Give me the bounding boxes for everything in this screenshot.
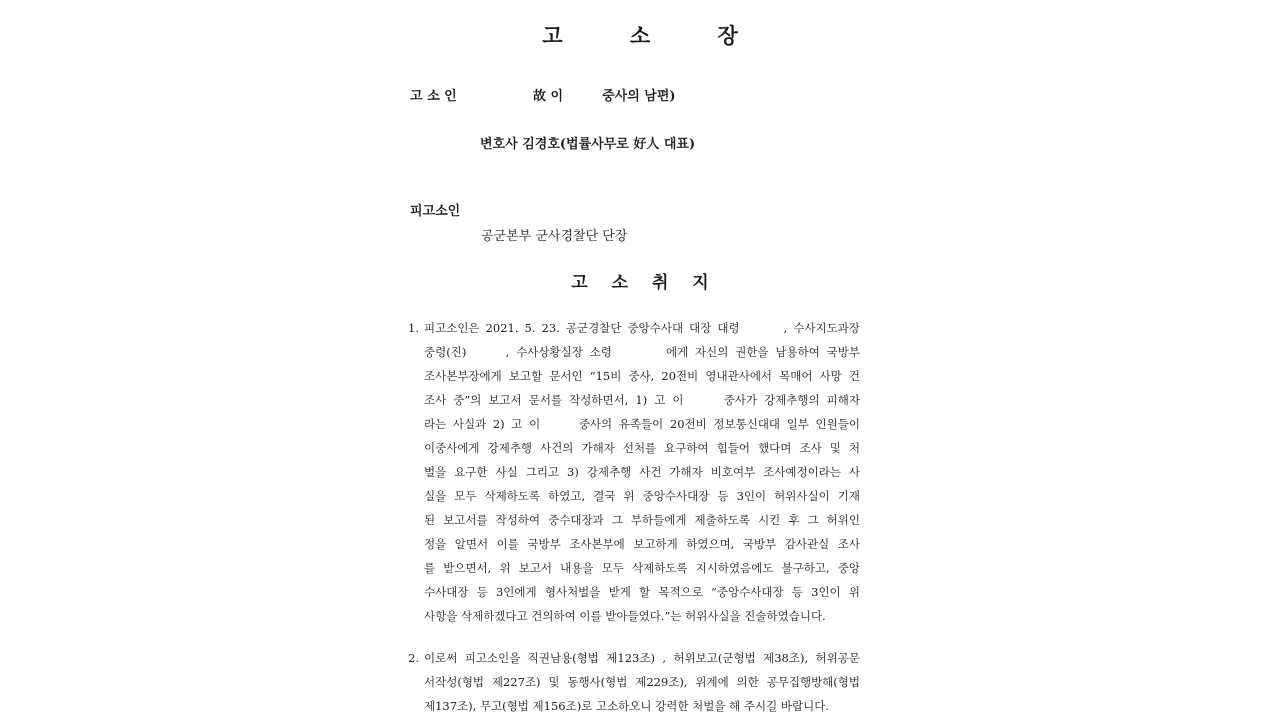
complainant-relation: 故 이 중사의 남편) <box>533 89 676 104</box>
paragraph-line: 실을 모두 삭제하도록 하였고, 결국 위 중앙수사대장 등 3인이 허위사실이 기재 <box>424 489 860 503</box>
complainant-attorney: 변호사 김경호(법률사무로 好人 대표) <box>480 137 696 152</box>
paragraph-number: 2. <box>408 651 419 665</box>
paragraph-2 <box>408 646 860 718</box>
paragraph-line: 된 보고서를 작성하여 중수대장과 그 부하들에게 제출하도록 시킨 후 그 허위인 <box>424 513 860 527</box>
paragraph-line: 를 받으면서, 위 보고서 내용을 모두 삭제하도록 지시하였음에도 불구하고, 중앙 <box>424 561 860 575</box>
document-title: 고 소 장 <box>542 23 768 48</box>
paragraph-line: 이로써 피고소인을 직권남용(형법 제123조) , 허위보고(군형법 제38조), 허위공문 <box>424 651 860 665</box>
complainant-label: 고 소 인 <box>410 89 457 104</box>
paragraph-line: 피고소인은 2021. 5. 23. 공군경찰단 중앙수사대 대장 대령 , 수사지도과장 <box>424 321 860 335</box>
paragraph-line: 조사본부장에게 보고할 문서인 “15비 중사, 20전비 영내관사에서 목매어 사망 건 <box>424 369 860 383</box>
respondent-name: 공군본부 군사경찰단 단장 <box>481 229 628 244</box>
paragraph-line: 벌을 요구한 사실 그리고 3) 강제추행 사건 가해자 비호여부 조사예정이라는 사 <box>424 465 860 479</box>
paragraph-line: 수사대장 등 3인에게 형사처벌을 받게 할 목적으로 “중앙수사대장 등 3인이 위 <box>424 585 860 599</box>
paragraph-line: 중령(진) , 수사상황실장 소령 에게 자신의 권한을 남용하여 국방부 <box>424 345 860 359</box>
paragraph-number: 1. <box>408 321 419 335</box>
paragraph-line: 사항을 삭제하겠다고 건의하여 이를 받아들였다.”는 허위사실을 진술하였습니다. <box>424 609 826 623</box>
paragraph-line: 라는 사실과 2) 고 이 중사의 유족들이 20전비 정보통신대대 일부 인원들이 <box>424 417 860 431</box>
paragraph-line: 조사 중”의 보고서 문서를 작성하면서, 1) 고 이 중사가 강제추행의 피해자 <box>424 393 860 407</box>
paragraph-line: 정을 알면서 이를 국방부 조사본부에 보고하게 하였으며, 국방부 감사관실 조사 <box>424 537 860 551</box>
paragraph-line: 서작성(형법 제227조) 및 동행사(형법 제229조), 위계에 의한 공무집행방해(형법 <box>424 675 860 689</box>
paragraph-line: 이중사에게 강제추행 사건의 가해자 선처를 요구하여 힘들어 했다며 조사 및 처 <box>424 441 860 455</box>
respondent-label: 피고소인 <box>410 204 461 219</box>
paragraph-1 <box>408 316 860 628</box>
section-title: 고 소 취 지 <box>571 273 718 293</box>
paragraph-line: 제137조), 무고(형법 제156조)로 고소하오니 강력한 처벌을 해 주시길 바랍니다. <box>424 699 829 713</box>
